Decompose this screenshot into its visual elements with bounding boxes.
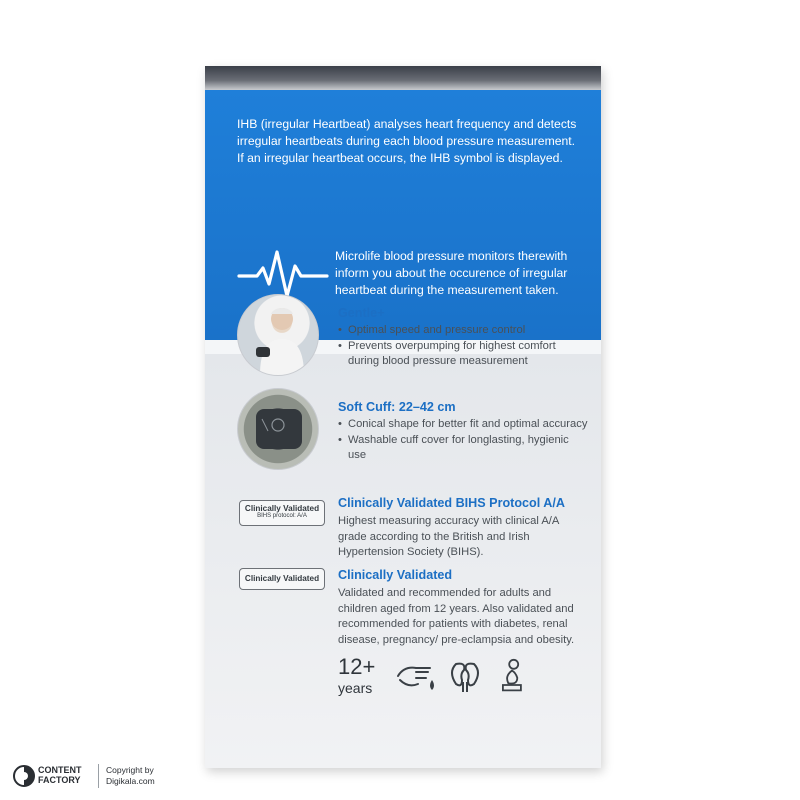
badge-title: Clinically Validated [244, 574, 320, 583]
brand-name [38, 765, 98, 785]
product-box [205, 66, 601, 768]
gentle-photo [237, 294, 319, 376]
list-item: • Optimal speed and pressure control [338, 323, 588, 339]
copyright-line1: Copyright by [106, 765, 154, 775]
list-item: • Prevents overpumping for highest comfort during blood pressure measurement [338, 339, 588, 370]
brand-name-line2: FACTORY [38, 775, 81, 785]
person-illustration-icon [238, 295, 318, 375]
validated-badge [239, 568, 325, 590]
pregnancy-icon [494, 658, 528, 694]
feature-title-bihs: Clinically Validated BIHS Protocol A/A [338, 496, 565, 510]
diabetes-icon [394, 658, 440, 694]
brand-copyright [106, 765, 196, 787]
feature-title-cuff: Soft Cuff: 22–42 cm [338, 400, 456, 414]
list-item: • Washable cuff cover for longlasting, hygienic use [338, 433, 588, 464]
suitability-icons [338, 654, 588, 704]
ihb-description: IHB (irregular Heartbeat) analyses heart frequency and detects irregular heartbeats during each blood pressure measurement. If an irregular heartbeat occurs, the IHB symbol is displayed. [237, 117, 577, 165]
copyright-line2: Digikala.com [106, 776, 155, 786]
list-item: • Conical shape for better fit and optimal accuracy [338, 417, 588, 433]
feature-title-gentle: Gentle+ [338, 306, 385, 320]
brand-name-line1: CONTENT [38, 765, 82, 775]
badge-title: Clinically Validated [244, 504, 320, 513]
content-factory-logo-icon [12, 764, 36, 788]
ihb-note: Microlife blood pressure monitors therewith inform you about the occurence of irregular heartbeat during the measurement taken. [335, 249, 568, 297]
brand-divider [98, 764, 99, 788]
feature-title-validated: Clinically Validated [338, 568, 453, 582]
badge-subtitle: BIHS protocol: A/A [257, 513, 307, 519]
feature-list-gentle [338, 323, 588, 370]
cuff-illustration-icon [238, 389, 318, 469]
kidney-icon [448, 658, 482, 694]
feature-text-bihs: Highest measuring accuracy with clinical A/A grade according to the British and Irish Hypertension Society (BIHS). [338, 515, 559, 559]
age-number: 12+ [338, 654, 376, 679]
cuff-photo [237, 388, 319, 470]
feature-text-validated: Validated and recommended for adults and children aged from 12 years. Also validated and recommended for patients with diabetes, renal disease, pregnancy/ pre-eclampsia and obesity. [338, 587, 575, 646]
box-top-edge [205, 66, 601, 90]
age-unit: years [338, 680, 373, 696]
feature-list-cuff [338, 417, 588, 464]
bihs-badge [239, 500, 325, 526]
